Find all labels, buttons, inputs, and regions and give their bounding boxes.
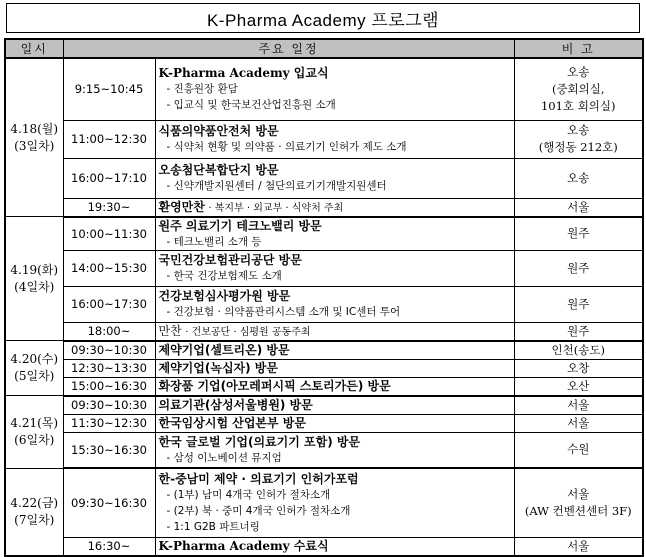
- date-label: 4.18(월): [10, 121, 59, 136]
- date-cell: [5, 341, 63, 396]
- time-cell: 16:30~: [63, 537, 155, 556]
- date-cell: [5, 58, 63, 217]
- event-detail: - (2부) 북 · 중미 4개국 인허가 절차소개: [166, 504, 351, 517]
- time-cell: 09:30~10:30: [63, 396, 155, 415]
- schedule-cell: [155, 537, 514, 556]
- schedule-body: [5, 58, 643, 556]
- time-cell: 18:00~: [63, 322, 155, 341]
- time-cell: 9:15~10:45: [63, 58, 155, 120]
- event-title: 환영만찬: [158, 200, 205, 214]
- note-line: 오송: [567, 64, 590, 79]
- date-cell: [5, 217, 63, 341]
- schedule-cell: [155, 396, 514, 415]
- note-cell: [514, 359, 643, 377]
- note-line: 오송: [567, 170, 590, 185]
- event-detail: - 1:1 G2B 파트너링: [166, 520, 260, 533]
- schedule-cell: [155, 359, 514, 377]
- time-cell: 09:30~16:30: [63, 468, 155, 537]
- schedule-cell: [155, 120, 514, 158]
- table-row: [5, 58, 643, 120]
- date-label: 4.22(금): [10, 495, 59, 510]
- schedule-table: [4, 38, 644, 557]
- event-title: 오송첨단복합단지 방문: [158, 163, 279, 177]
- time-cell: 16:00~17:10: [63, 158, 155, 198]
- event-detail: - 건강보험 · 의약품관리시스템 소개 및 IC센터 투어: [166, 306, 401, 318]
- note-line: 서울: [567, 199, 590, 214]
- event-host: · 건보공단 · 심평원 공동주최: [185, 327, 311, 338]
- event-title: 원주 의료기기 테크노밸리 방문: [158, 218, 322, 233]
- event-detail: - 테크노밸리 소개 등: [166, 235, 262, 248]
- event-detail: - 진흥원장 환담: [166, 83, 238, 96]
- time-cell: 19:30~: [63, 198, 155, 217]
- note-cell: [514, 158, 643, 198]
- note-line: (중회의실,: [551, 81, 605, 96]
- day-label: (6일차): [14, 432, 55, 447]
- header-row: [5, 39, 643, 58]
- note-cell: [514, 396, 643, 415]
- event-title: 제약기업(셀트리온) 방문: [158, 343, 290, 357]
- event-title: 만찬: [158, 324, 182, 338]
- event-title: 식품의약품안전처 방문: [158, 124, 279, 138]
- note-cell: [514, 217, 643, 251]
- schedule-cell: [155, 377, 514, 396]
- event-title: 화장품 기업(아모레퍼시픽 스토리가든) 방문: [158, 379, 391, 393]
- event-title: K-Pharma Academy 수료식: [158, 539, 329, 553]
- note-line: 수원: [567, 442, 590, 457]
- note-line: 101호 회의실): [540, 98, 616, 113]
- schedule-cell: [155, 198, 514, 217]
- schedule-cell: [155, 341, 514, 360]
- schedule-cell: [155, 158, 514, 198]
- date-label: 4.19(화): [10, 262, 59, 277]
- day-label: (4일차): [14, 279, 55, 294]
- note-line: 원주: [567, 296, 590, 311]
- time-cell: 12:30~13:30: [63, 359, 155, 377]
- note-line: 서울: [567, 397, 590, 412]
- day-label: (3일차): [14, 138, 55, 153]
- table-row: [5, 120, 643, 158]
- schedule-cell: [155, 217, 514, 251]
- schedule-cell: [155, 322, 514, 341]
- note-line: 원주: [567, 323, 590, 338]
- event-title: 의료기관(삼성서울병원) 방문: [158, 398, 313, 412]
- event-detail: - (1부) 남미 4개국 인허가 절차소개: [166, 488, 331, 501]
- event-host: · 복지부 · 외교부 · 식약처 주최: [208, 203, 344, 214]
- note-cell: [514, 537, 643, 556]
- table-row: [5, 158, 643, 198]
- table-row: [5, 414, 643, 432]
- note-cell: [514, 250, 643, 286]
- header-date: 일시: [5, 39, 63, 58]
- date-cell: [5, 396, 63, 469]
- date-cell: [5, 468, 63, 556]
- event-title: 국민건강보험관리공단 방문: [158, 253, 302, 267]
- schedule-cell: [155, 432, 514, 468]
- event-detail: - 입교식 및 한국보건산업진흥원 소개: [166, 99, 336, 112]
- table-row: [5, 396, 643, 415]
- table-row: [5, 537, 643, 556]
- event-detail: - 신약개발지원센터 / 첨단의료기기개발지원센터: [166, 180, 387, 192]
- note-line: 서울: [567, 486, 590, 501]
- time-cell: 15:00~16:30: [63, 377, 155, 396]
- event-title: 한국임상시험 산업본부 방문: [158, 416, 306, 430]
- note-line: 오산: [567, 378, 590, 393]
- event-title: K-Pharma Academy 입교식: [158, 66, 329, 81]
- note-line: 서울: [567, 538, 590, 553]
- event-title: 한국 글로벌 기업(의료기기 포함) 방문: [158, 434, 361, 449]
- time-cell: 11:00~12:30: [63, 120, 155, 158]
- event-detail: - 식약처 현황 및 의약품 · 의료기기 인허가 제도 소개: [166, 141, 407, 153]
- date-label: 4.20(수): [10, 352, 59, 366]
- date-label: 4.21(목): [10, 415, 59, 430]
- page-title: K-Pharma Academy 프로그램: [6, 3, 640, 33]
- note-line: 오송: [567, 123, 590, 137]
- note-line: 원주: [567, 260, 590, 275]
- note-cell: [514, 341, 643, 360]
- table-row: [5, 377, 643, 396]
- schedule-cell: [155, 468, 514, 537]
- header-schedule: 주요 일정: [63, 39, 514, 58]
- time-cell: 11:30~12:30: [63, 414, 155, 432]
- note-cell: [514, 286, 643, 322]
- note-cell: [514, 322, 643, 341]
- schedule-cell: [155, 58, 514, 120]
- table-row: [5, 322, 643, 341]
- note-line: 인천(송도): [551, 342, 605, 357]
- table-row: [5, 341, 643, 360]
- day-label: (7일차): [14, 512, 55, 527]
- table-row: [5, 468, 643, 537]
- event-title: 한-중남미 제약 · 의료기기 인허가포럼: [158, 471, 359, 486]
- note-cell: [514, 58, 643, 120]
- time-cell: 10:00~11:30: [63, 217, 155, 251]
- note-line: (행정동 212호): [538, 140, 618, 154]
- table-row: [5, 359, 643, 377]
- table-row: [5, 250, 643, 286]
- note-line: 원주: [567, 226, 590, 240]
- note-cell: [514, 120, 643, 158]
- table-row: [5, 217, 643, 251]
- header-note: 비 고: [514, 39, 643, 58]
- note-line: 오창: [567, 360, 590, 375]
- table-row: [5, 432, 643, 468]
- table-row: [5, 198, 643, 217]
- note-cell: [514, 377, 643, 396]
- table-row: [5, 286, 643, 322]
- note-cell: [514, 414, 643, 432]
- schedule-cell: [155, 250, 514, 286]
- time-cell: 15:30~16:30: [63, 432, 155, 468]
- time-cell: 09:30~10:30: [63, 341, 155, 360]
- event-detail: - 삼성 이노베이션 뮤지엄: [166, 451, 282, 464]
- note-line: (AW 컨벤션센터 3F): [524, 503, 632, 518]
- note-cell: [514, 432, 643, 468]
- event-detail: - 한국 건강보험제도 소개: [166, 270, 282, 282]
- time-cell: 16:00~17:30: [63, 286, 155, 322]
- time-cell: 14:00~15:30: [63, 250, 155, 286]
- schedule-cell: [155, 286, 514, 322]
- note-line: 서울: [567, 415, 590, 430]
- schedule-cell: [155, 414, 514, 432]
- note-cell: [514, 198, 643, 217]
- day-label: (5일차): [14, 369, 55, 383]
- note-cell: [514, 468, 643, 537]
- event-title: 건강보험심사평가원 방문: [158, 289, 291, 303]
- event-title: 제약기업(녹십자) 방문: [158, 361, 278, 375]
